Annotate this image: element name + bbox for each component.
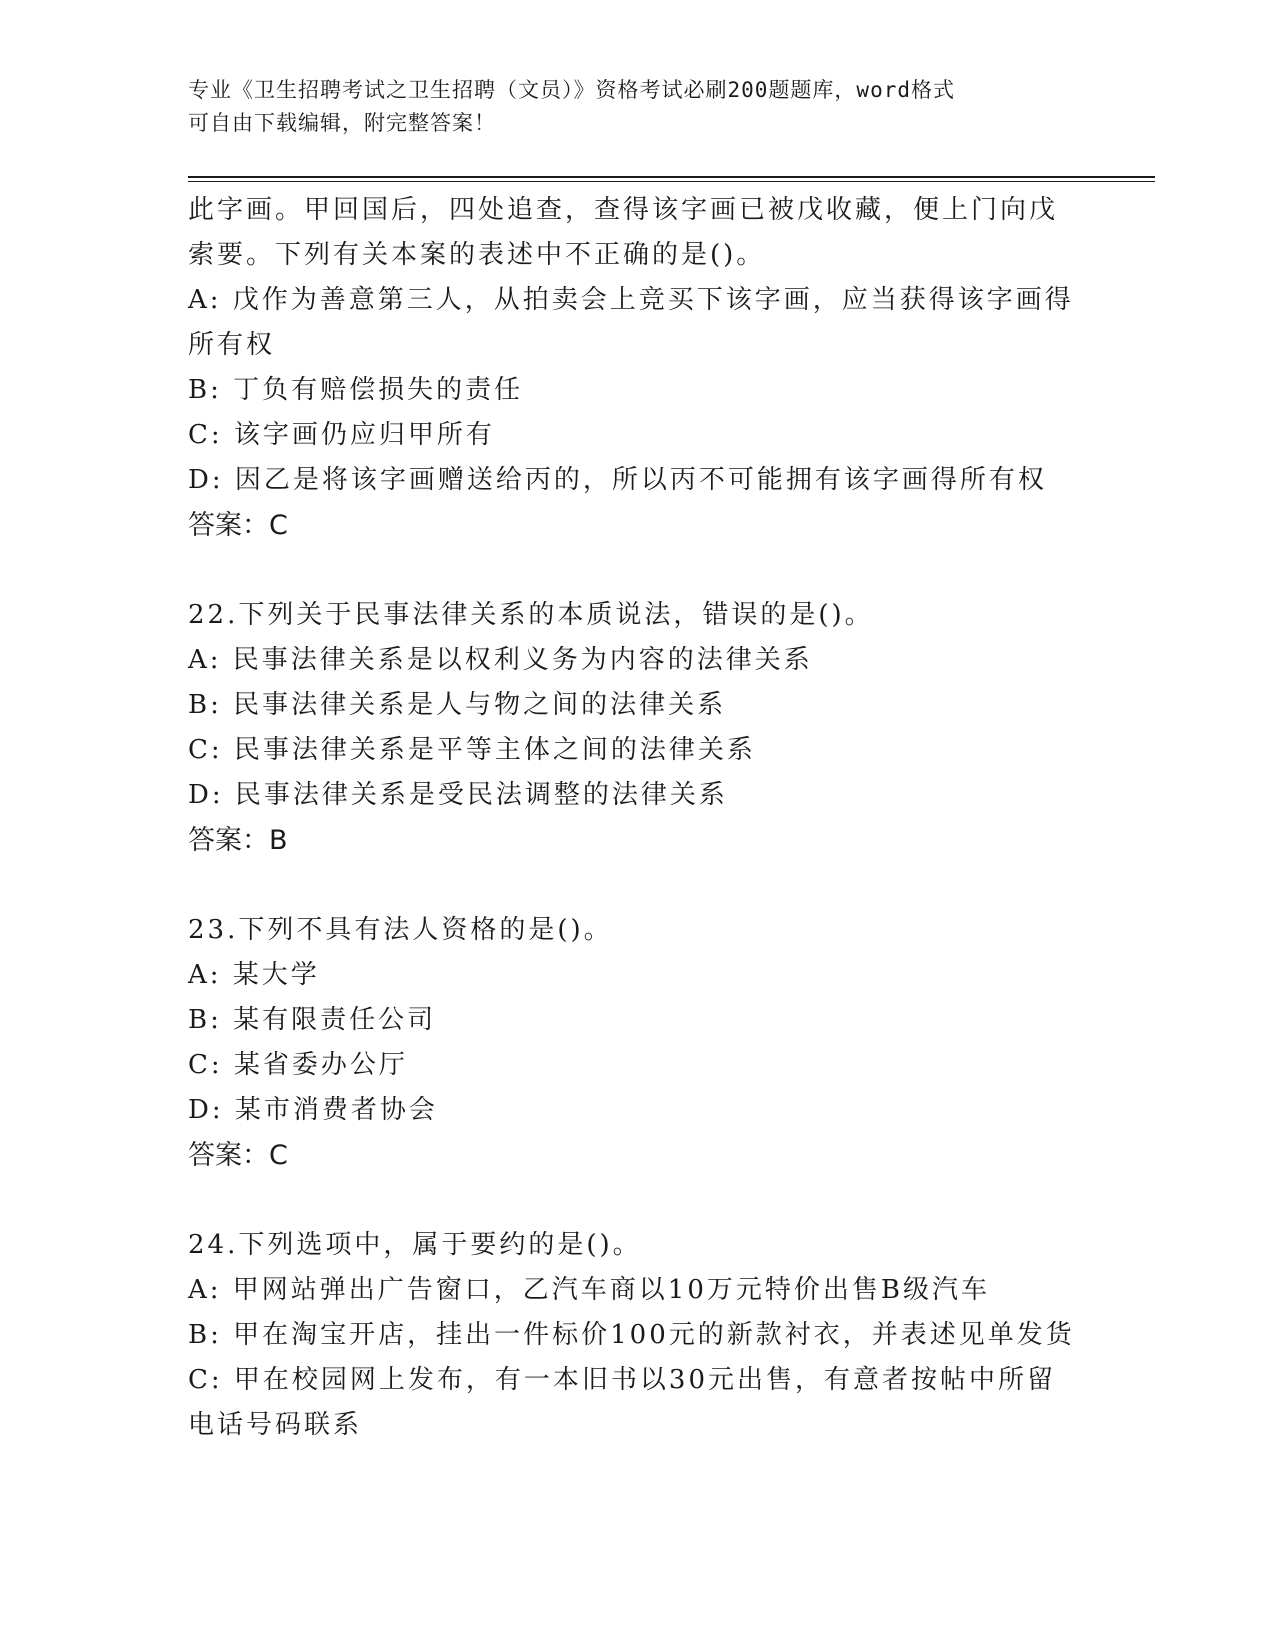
question-text-line: 索要。下列有关本案的表述中不正确的是()。 (188, 240, 766, 270)
option-c: C: 甲在校园网上发布，有一本旧书以30元出售，有意者按帖中所留 (188, 1365, 1057, 1395)
option-b: B: 丁负有赔偿损失的责任 (188, 375, 524, 405)
answer-label: 答案：B (188, 825, 288, 856)
option-c-continued: 电话号码联系 (188, 1410, 363, 1440)
document-header (188, 74, 1068, 140)
header-line-1: 专业《卫生招聘考试之卫生招聘（文员）》资格考试必刷200题题库，word格式 (188, 78, 955, 102)
option-c: C: 某省委办公厅 (188, 1050, 408, 1080)
spacer (188, 548, 1088, 593)
header-line-2: 可自由下载编辑，附完整答案！ (188, 111, 496, 135)
option-a: A: 民事法律关系是以权利义务为内容的法律关系 (188, 645, 813, 675)
option-b: B: 甲在淘宝开店，挂出一件标价100元的新款衬衣，并表述见单发货 (188, 1320, 1075, 1350)
question-text: 22.下列关于民事法律关系的本质说法，错误的是()。 (188, 600, 874, 630)
header-divider-thick (188, 176, 1155, 178)
option-d: D: 某市消费者协会 (188, 1095, 438, 1125)
option-a: A: 甲网站弹出广告窗口，乙汽车商以10万元特价出售B级汽车 (188, 1275, 990, 1305)
question-continuation (188, 188, 1088, 548)
header-divider-thin (188, 181, 1155, 182)
option-a-continued: 所有权 (188, 330, 276, 360)
spacer (188, 863, 1088, 908)
option-a: A: 戊作为善意第三人，从拍卖会上竞买下该字画，应当获得该字画得 (188, 285, 1074, 315)
answer-label: 答案：C (188, 1140, 288, 1171)
option-b: B: 民事法律关系是人与物之间的法律关系 (188, 690, 727, 720)
question-text-line: 此字画。甲回国后，四处追查，查得该字画已被戊收藏，便上门向戊 (188, 195, 1059, 225)
option-d: D: 因乙是将该字画赠送给丙的，所以丙不可能拥有该字画得所有权 (188, 465, 1047, 495)
option-c: C: 民事法律关系是平等主体之间的法律关系 (188, 735, 756, 765)
option-c: C: 该字画仍应归甲所有 (188, 420, 495, 450)
question-23 (188, 908, 1088, 1178)
spacer (188, 1178, 1088, 1223)
option-a: A: 某大学 (188, 960, 320, 990)
question-text: 24.下列选项中，属于要约的是()。 (188, 1230, 642, 1260)
document-body (188, 188, 1088, 1448)
question-text: 23.下列不具有法人资格的是()。 (188, 915, 613, 945)
option-d: D: 民事法律关系是受民法调整的法律关系 (188, 780, 728, 810)
option-b: B: 某有限责任公司 (188, 1005, 437, 1035)
question-24 (188, 1223, 1088, 1448)
answer-label: 答案：C (188, 510, 288, 541)
question-22 (188, 593, 1088, 863)
